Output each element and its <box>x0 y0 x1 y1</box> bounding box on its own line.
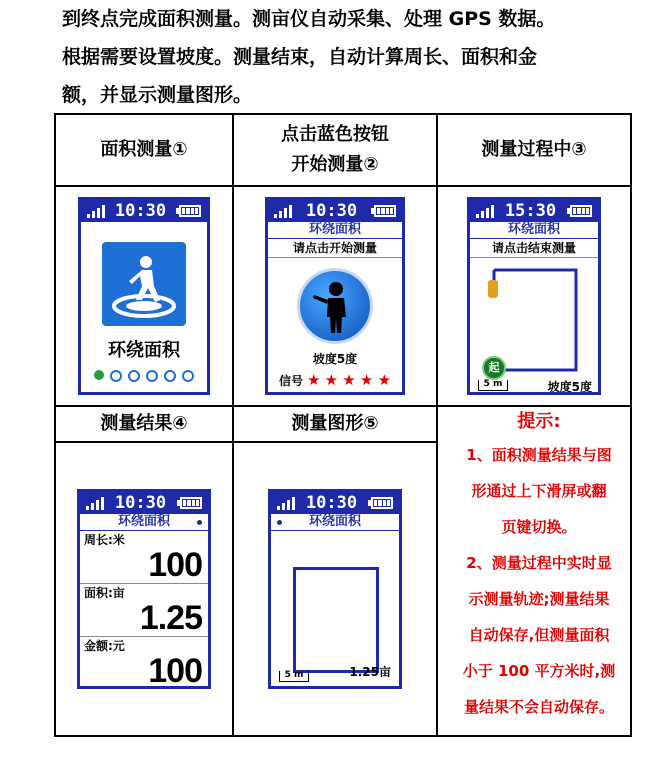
header-start-measure <box>233 114 437 186</box>
mode-title <box>271 514 399 531</box>
scale-bar: 5 m <box>478 380 508 391</box>
star-icon: ★ <box>359 371 374 389</box>
mode-text: 环绕面积 <box>308 514 361 529</box>
signal-bars-icon <box>277 496 295 510</box>
page-dot <box>110 370 122 382</box>
tips-line: 示测量轨迹;测量结果 <box>468 590 610 608</box>
header-label: 测量过程中③ <box>481 139 587 160</box>
result-row-amount <box>80 637 208 689</box>
star-icon: ★ <box>342 371 356 389</box>
result-row-area <box>80 584 208 637</box>
battery-icon <box>371 205 396 217</box>
clock: 10:30 <box>114 493 167 513</box>
device-screen-2 <box>265 197 405 395</box>
header-label: 测量图形⑤ <box>291 413 379 434</box>
tips-line: 页键切换。 <box>501 518 577 536</box>
signal-bars-icon <box>476 204 494 218</box>
track-map <box>470 258 598 395</box>
header-area-measure <box>55 114 233 186</box>
tips-line: 自动保存,但测量面积 <box>468 626 610 644</box>
walking-person-icon[interactable] <box>102 242 186 326</box>
status-bar <box>80 492 208 514</box>
screen-cell-4 <box>55 442 233 736</box>
status-bar <box>271 492 399 514</box>
result-label: 周长:米 <box>84 533 125 547</box>
battery-icon <box>368 497 393 509</box>
prompt-text: 请点击开始测量 <box>268 239 402 258</box>
header-label: 点击蓝色按钮 <box>281 124 389 145</box>
scale-bar: 5 m <box>279 671 309 682</box>
shape-view <box>271 531 399 681</box>
device-screen-3 <box>467 197 601 395</box>
mode-title: 环绕面积 <box>268 222 402 239</box>
start-marker-icon: 起 <box>482 356 506 380</box>
signal-bars-icon <box>87 204 105 218</box>
clock: 15:30 <box>504 201 557 221</box>
status-bar <box>81 200 207 222</box>
device-screen-4 <box>77 489 211 689</box>
screen-cell-3 <box>437 186 631 406</box>
result-value: 1.25 <box>139 599 202 637</box>
header-label: 开始测量② <box>291 154 379 175</box>
mode-text: 环绕面积 <box>117 514 170 529</box>
signal-bars-icon <box>274 204 292 218</box>
clock: 10:30 <box>114 201 167 221</box>
status-bar <box>470 200 598 222</box>
intro-text <box>62 0 642 114</box>
page-dot <box>146 370 158 382</box>
result-label: 金额:元 <box>84 639 125 653</box>
signal-stars <box>307 371 391 389</box>
person-icon <box>300 271 370 341</box>
area-readout: 1.25亩 <box>349 665 391 679</box>
mode-label: 环绕面积 <box>108 340 180 361</box>
result-row-perimeter <box>80 531 208 584</box>
header-label: 测量结果④ <box>100 413 188 434</box>
header-shape <box>233 406 437 442</box>
start-button[interactable] <box>297 268 373 344</box>
clock: 10:30 <box>305 493 358 513</box>
tips-cell <box>437 406 631 736</box>
walker-marker-icon <box>488 280 498 298</box>
signal-bars-icon <box>86 496 104 510</box>
battery-icon <box>177 497 202 509</box>
star-icon: ★ <box>324 371 339 389</box>
instruction-table <box>54 113 632 737</box>
status-bar <box>268 200 402 222</box>
prompt-text: 请点击结束测量 <box>470 239 598 258</box>
result-value: 100 <box>148 652 202 689</box>
clock: 10:30 <box>305 201 358 221</box>
slope-label: 坡度5度 <box>312 352 358 366</box>
result-value: 100 <box>148 546 202 584</box>
mode-title <box>80 514 208 531</box>
battery-icon <box>176 205 201 217</box>
page-dot-icon <box>277 520 282 525</box>
mode-title: 环绕面积 <box>470 222 598 239</box>
intro-line: 额，并显示测量图形。 <box>62 84 253 106</box>
signal-label: 信号 <box>278 373 303 388</box>
battery-icon <box>567 205 592 217</box>
tips-line: 1、面积测量结果与图 <box>466 446 612 464</box>
screen-cell-1 <box>55 186 233 406</box>
tips-line: 小于 100 平方米时,测 <box>462 662 616 680</box>
star-icon: ★ <box>377 371 392 389</box>
tips-line: 2、测量过程中实时显 <box>466 554 612 572</box>
device-screen-5 <box>268 489 402 689</box>
tips-line: 量结果不会自动保存。 <box>463 698 614 716</box>
header-measuring <box>437 114 631 186</box>
page-dot-active <box>94 370 104 380</box>
intro-line: 到终点完成面积测量。测亩仪自动采集、处理 GPS 数据。 <box>62 8 556 30</box>
screen-cell-2 <box>233 186 437 406</box>
page-dot <box>128 370 140 382</box>
page-indicator <box>81 370 207 382</box>
tips-line: 形通过上下滑屏或翻 <box>471 482 607 500</box>
header-label: 面积测量① <box>100 139 188 160</box>
device-screen-1 <box>78 197 210 395</box>
header-result <box>55 406 233 442</box>
intro-line: 根据需要设置坡度。测量结束，自动计算周长、面积和金 <box>62 46 538 68</box>
measured-shape <box>293 567 379 673</box>
page-dot <box>182 370 194 382</box>
page-dot <box>164 370 176 382</box>
result-label: 面积:亩 <box>84 586 125 600</box>
tips-title: 提示: <box>517 411 561 432</box>
page-dot-icon <box>197 520 202 525</box>
signal-row <box>268 371 402 389</box>
slope-label: 坡度5度 <box>547 380 592 394</box>
star-icon: ★ <box>307 371 321 389</box>
screen-cell-5 <box>233 442 437 736</box>
